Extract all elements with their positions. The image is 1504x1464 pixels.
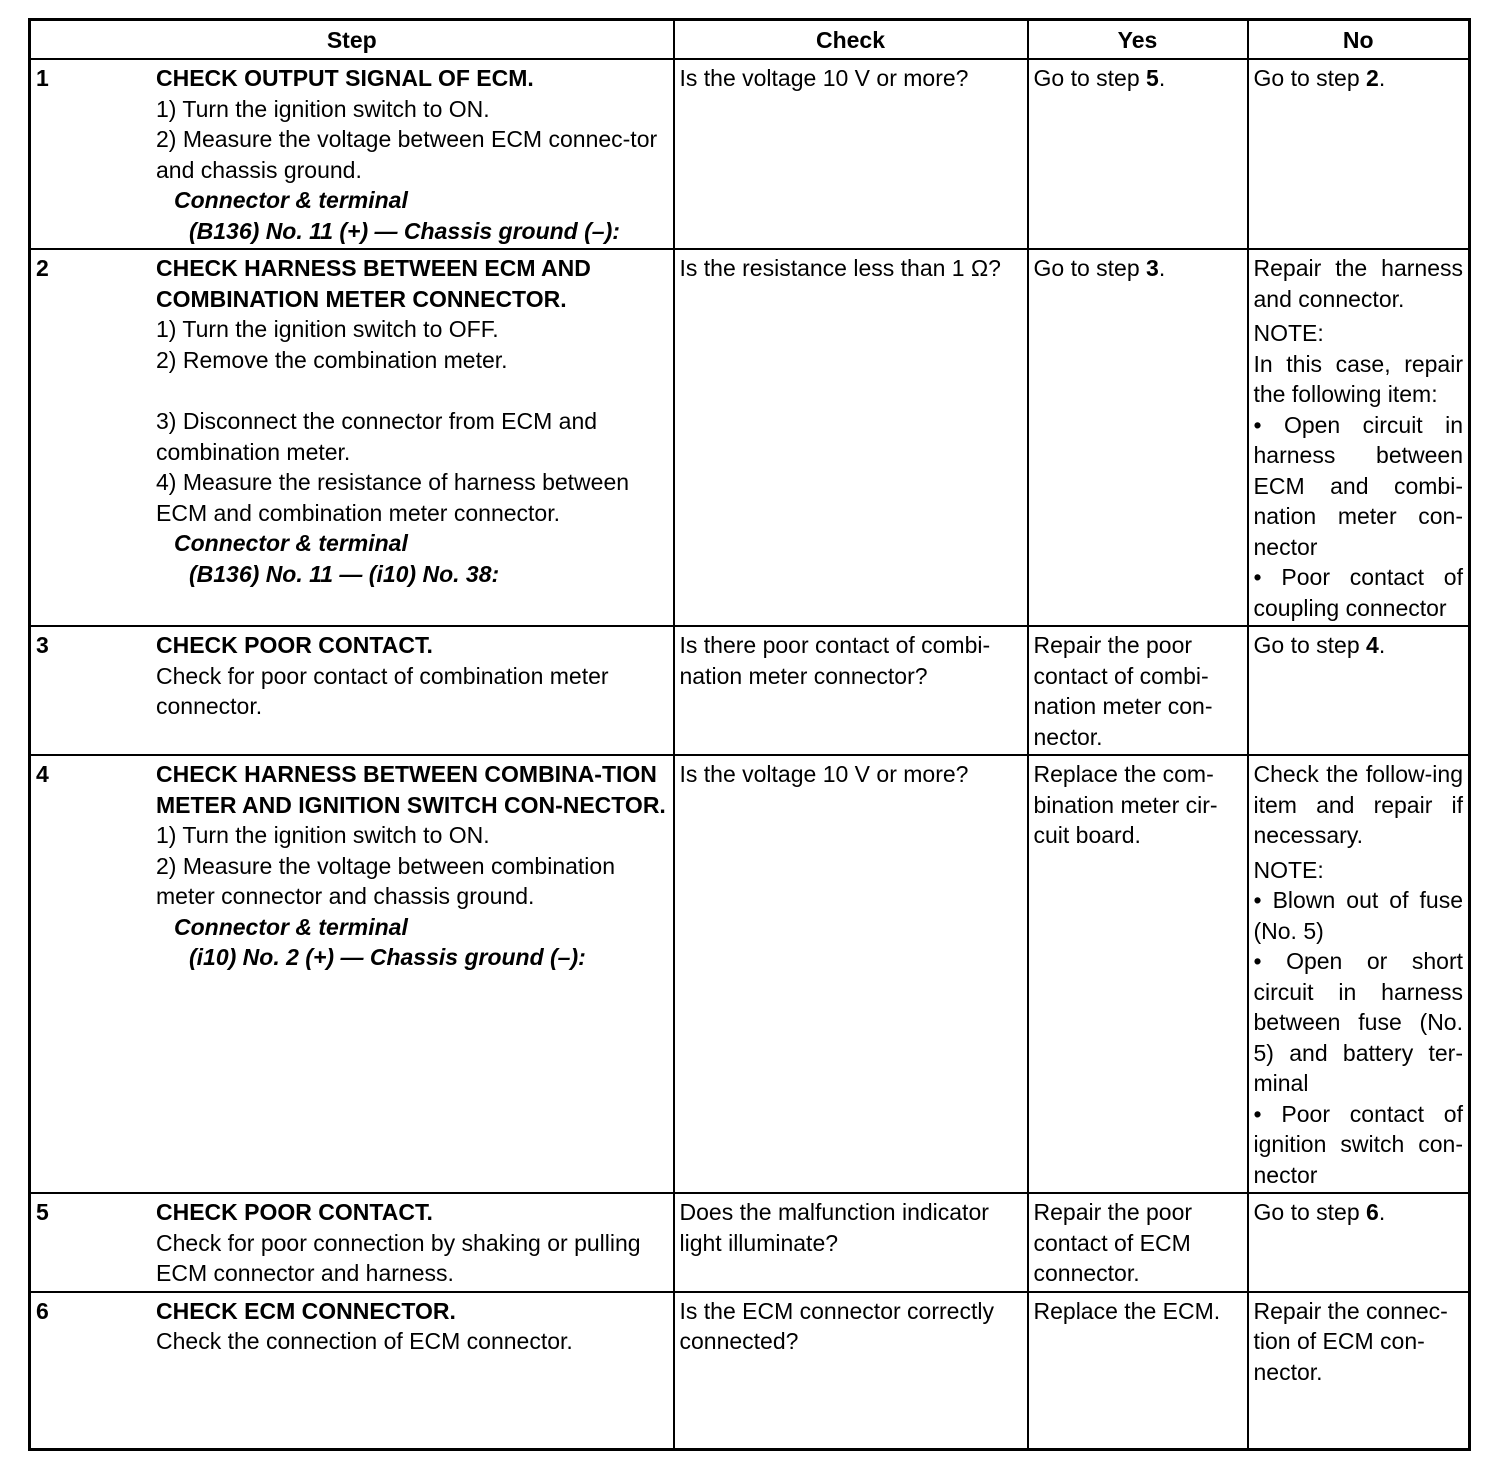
no-text-end: . [1378, 632, 1386, 658]
note-bullet: • Open or short circuit in harness between fuse (No. 5) and battery ter-minal [1253, 948, 1463, 1096]
yes-cell: Repair the poor contact of combi-nation meter con-nector. [1028, 626, 1248, 755]
step-cell [30, 59, 674, 249]
no-text: Go to step [1253, 1199, 1367, 1225]
header-check: Check [674, 20, 1028, 60]
note-intro: In this case, repair the following item: [1253, 350, 1463, 407]
step-title: CHECK POOR CONTACT. [156, 1199, 433, 1225]
table-row [30, 1292, 1470, 1450]
step-ref: 5 [1146, 65, 1159, 91]
no-cell [1248, 59, 1470, 249]
step-cell [30, 249, 674, 626]
step-instruction: 3) Disconnect the connector from ECM and combination meter. [156, 408, 598, 465]
yes-text-end: . [1158, 65, 1166, 91]
header-yes: Yes [1028, 20, 1248, 60]
no-cell [1248, 755, 1470, 1193]
check-cell: Is the ECM connector correctly connected? [674, 1292, 1028, 1450]
header-row [30, 20, 1470, 60]
step-number: 5 [36, 1199, 49, 1225]
step-title: CHECK HARNESS BETWEEN ECM AND COMBINATION METER CONNECTOR. [156, 255, 591, 312]
step-cell [30, 1193, 674, 1292]
step-ref: 4 [1366, 632, 1379, 658]
step-instruction: Check the connection of ECM connector. [156, 1328, 573, 1354]
check-cell: Is there poor contact of combi-nation meter connector? [674, 626, 1028, 755]
no-text: Repair the harness and connector. [1253, 255, 1463, 312]
no-cell [1248, 626, 1470, 755]
table-row [30, 626, 1470, 755]
step-instruction: 1) Turn the ignition switch to ON. [156, 95, 490, 122]
no-text: Check the follow-ing item and repair if necessary. [1253, 761, 1463, 848]
step-ref: 2 [1366, 65, 1379, 91]
step-cell [30, 626, 674, 755]
note-heading: NOTE: [1253, 320, 1324, 346]
connector-terminal-value: (B136) No. 11 — (i10) No. 38: [189, 560, 500, 587]
check-cell: Does the malfunction indicator light illuminate? [674, 1193, 1028, 1292]
yes-cell: Replace the com-bination meter cir-cuit board. [1028, 755, 1248, 1193]
note-bullet: • Poor contact of coupling connector [1253, 564, 1463, 621]
step-number: 1 [36, 65, 49, 91]
yes-text-end: . [1158, 255, 1166, 281]
table-row [30, 1193, 1470, 1292]
check-cell: Is the voltage 10 V or more? [674, 59, 1028, 249]
no-text-end: . [1378, 1199, 1386, 1225]
connector-terminal-value: (i10) No. 2 (+) — Chassis ground (–): [189, 944, 586, 970]
no-cell [1248, 249, 1470, 626]
yes-text: Go to step [1033, 255, 1147, 281]
step-number: 3 [36, 632, 49, 658]
note-heading: NOTE: [1253, 856, 1324, 883]
spacer [156, 375, 668, 406]
note-bullet: • Poor contact of ignition switch con-nector [1253, 1100, 1463, 1188]
step-cell [30, 1292, 674, 1450]
connector-terminal-label: Connector & terminal [174, 530, 408, 556]
step-title: CHECK POOR CONTACT. [156, 632, 433, 658]
step-instruction: Check for poor connection by shaking or pulling ECM connector and harness. [156, 1229, 641, 1286]
step-ref: 6 [1366, 1199, 1379, 1225]
check-cell: Is the voltage 10 V or more? [674, 755, 1028, 1193]
no-text: Go to step [1253, 632, 1367, 658]
step-title: CHECK ECM CONNECTOR. [156, 1297, 456, 1324]
yes-cell: Repair the poor contact of ECM connector. [1028, 1193, 1248, 1292]
no-text: Go to step [1253, 65, 1367, 91]
diagnostic-table [28, 18, 1471, 1451]
step-ref: 3 [1146, 255, 1159, 281]
no-cell [1248, 1193, 1470, 1292]
yes-cell: Replace the ECM. [1028, 1292, 1248, 1450]
no-text-end: . [1378, 65, 1386, 91]
step-number: 2 [36, 255, 49, 281]
table-row [30, 249, 1470, 626]
table-row [30, 755, 1470, 1193]
connector-terminal-label: Connector & terminal [174, 913, 408, 940]
step-instruction: 2) Remove the combination meter. [156, 346, 508, 373]
step-number: 6 [36, 1297, 49, 1324]
table-row [30, 59, 1470, 249]
header-step: Step [30, 20, 674, 60]
step-title: CHECK HARNESS BETWEEN COMBINA-TION METER AND IGNITION SWITCH CON-NECTOR. [156, 761, 666, 818]
step-instruction: 2) Measure the voltage between combination meter connector and chassis ground. [156, 852, 616, 909]
step-instruction: Check for poor contact of combination meter connector. [156, 662, 609, 719]
step-instruction: 2) Measure the voltage between ECM connec-tor and chassis ground. [156, 126, 658, 183]
check-cell: Is the resistance less than 1 Ω? [674, 249, 1028, 626]
no-cell: Repair the connec-tion of ECM con-nector. [1248, 1292, 1470, 1450]
step-instruction: 4) Measure the resistance of harness between ECM and combination meter connector. [156, 469, 630, 526]
yes-cell [1028, 59, 1248, 249]
connector-terminal-value: (B136) No. 11 (+) — Chassis ground (–): [189, 217, 620, 244]
step-instruction: 1) Turn the ignition switch to OFF. [156, 316, 499, 342]
yes-cell [1028, 249, 1248, 626]
header-no: No [1248, 20, 1470, 60]
note-bullet: • Open circuit in harness between ECM and combi-nation meter con-nector [1253, 411, 1463, 560]
step-instruction: 1) Turn the ignition switch to ON. [156, 822, 490, 848]
note-bullet: • Blown out of fuse (No. 5) [1253, 887, 1463, 944]
yes-text: Go to step [1033, 65, 1147, 91]
step-cell [30, 755, 674, 1193]
step-number: 4 [36, 761, 49, 787]
step-title: CHECK OUTPUT SIGNAL OF ECM. [156, 65, 534, 91]
connector-terminal-label: Connector & terminal [174, 187, 408, 213]
